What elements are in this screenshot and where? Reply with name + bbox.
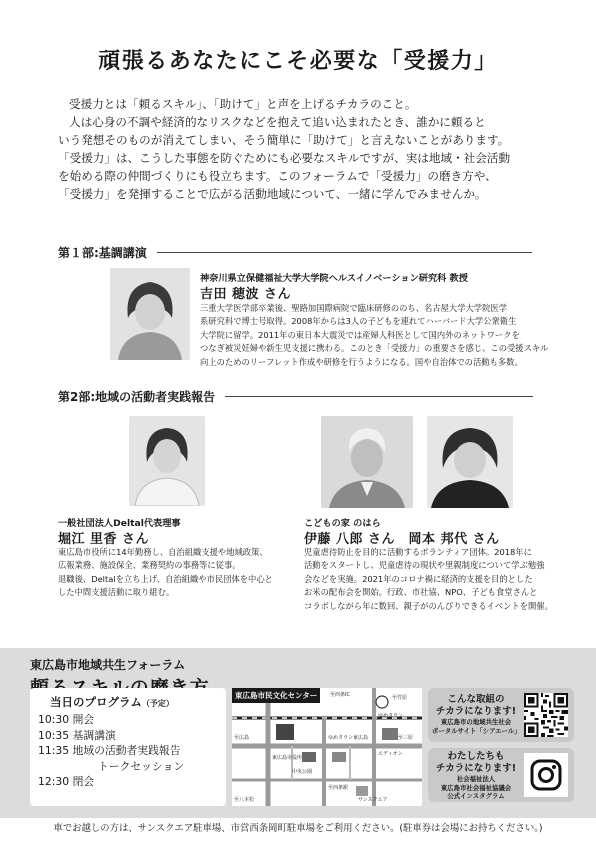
program-time: 12:30	[38, 775, 70, 788]
bio-line: 活動をスタートし、児童虐待の現状や里親制度について学ぶ勉強	[304, 560, 545, 571]
qr-code-icon[interactable]	[524, 693, 568, 737]
speaker-name: 吉田 穂波 さん	[200, 287, 292, 302]
person-portrait-icon	[321, 416, 413, 508]
bio-line: 会などを実施。2021年のコロナ禍に経済的支援を目的とした	[304, 573, 533, 584]
bio-line: つなぎ被災妊婦や新生児支援に携わる。このとき「受援力」の重要さを感じ、この受援スキル	[200, 343, 549, 354]
program-box	[30, 688, 226, 806]
divider	[225, 396, 533, 397]
program-heading-note: （予定）	[141, 699, 174, 708]
speaker-affiliation: 神奈川県立保健福祉大学大学院ヘルスイノベーション研究科 教授	[200, 273, 468, 284]
program-label: 基調講演	[72, 728, 116, 742]
map-label: 至広島	[234, 735, 250, 741]
bio-line: コラボしながら年に数回、親子がのんびりできるイベントを開催。	[304, 600, 553, 611]
map-venue-label: 東広島市民文化センター	[232, 688, 320, 703]
speaker-photo-yoshida	[110, 268, 190, 360]
promo-subtext: 東広島市の地域共生社会	[440, 718, 512, 726]
map-graphic	[232, 688, 422, 806]
map-label: 至三原	[398, 735, 414, 741]
instagram-icon[interactable]	[524, 753, 568, 797]
intro-line: 人は心身の不調や経済的なリスクなどを抱えて追い込まれたとき、誰かに頼ると	[69, 115, 486, 129]
program-heading-text: 当日のプログラム	[50, 695, 142, 709]
program-label: 開会	[72, 713, 95, 726]
program-heading	[50, 694, 218, 710]
access-map	[232, 688, 422, 806]
speaker-bio	[200, 302, 548, 369]
promo-text	[432, 694, 520, 735]
person-portrait-icon	[110, 268, 190, 360]
bio-line: 東広島市役所に14年勤務し、自治組織支援や地域政策、	[58, 547, 268, 557]
part1-heading-text: 第１部:基調講演	[58, 246, 147, 260]
bio-line: 系研究科で博士号取得。2008年からは3人の子どもを連れてハーバード大学公衆衛生	[200, 316, 517, 327]
speaker-affiliation: 一般社団法人Deltal代表理事	[58, 518, 181, 529]
promo-portal	[428, 688, 574, 742]
program-row	[38, 774, 218, 790]
part2-heading-text: 第2部:地域の活動者実践報告	[58, 390, 216, 404]
person-portrait-icon	[427, 416, 513, 508]
map-label: サンスクエア	[358, 797, 388, 803]
promo-instagram	[428, 748, 574, 802]
forum-subtitle: 東広島市地域共生フォーラム	[30, 658, 186, 672]
program-label: 地域の活動者実践報告	[72, 744, 181, 757]
speaker-bio	[58, 546, 273, 600]
intro-line: いう発想そのものが消えてしまい、そう簡単に「助けて」と言えないことがあります。	[58, 133, 510, 147]
intro-line: 「受援力」は、こうした事態を防ぐためにも必要なスキルですが、実は地域・社会活動	[58, 151, 511, 165]
speaker-photo-horie	[129, 416, 205, 506]
map-label: 東広島市役所	[272, 755, 303, 761]
program-time: 11:35	[38, 744, 70, 757]
promo-heading: チカラになります!	[435, 706, 517, 717]
page-title: 頑張るあなたにこそ必要な「受援力」	[98, 49, 498, 74]
program-label: 閉会	[72, 775, 95, 788]
parking-note: 車でお越しの方は、サンスクエア駐車場、市営西条岡町駐車場をご利用ください。(駐車券は会場にお持ちください。)	[53, 823, 543, 834]
promo-subtext: 東広島市社会福祉協議会	[440, 783, 512, 792]
promo-subtext: 公式インスタグラム	[447, 792, 505, 800]
program-time: 10:30	[38, 713, 70, 726]
speaker-name: 伊藤 八郎 さん 岡本 邦代 さん	[304, 532, 500, 547]
map-label: ゆめタウン東広島	[328, 735, 369, 741]
map-label: エディオン	[378, 751, 403, 757]
program-row	[38, 728, 218, 744]
map-label: 至八本松	[234, 797, 255, 803]
map-label: 中央公園	[292, 769, 313, 775]
promo-heading: こんな取組の	[447, 694, 505, 705]
program-label: トークセッション	[98, 759, 185, 773]
bio-line: 児童虐待防止を目的に活動するボランティア団体。2018年に	[304, 547, 532, 557]
map-label: 至竹原	[392, 695, 408, 701]
group-bio	[304, 546, 553, 613]
map-label: ゆめタウン	[378, 713, 404, 719]
map-label: 至西条駅	[328, 785, 349, 791]
bio-line: 広報業務、施設保全、業務契約の事務等に従事。	[58, 560, 241, 571]
speaker-photo-ito	[321, 416, 413, 508]
program-time: 10:35	[38, 728, 70, 742]
promo-heading: わたしたちも	[447, 751, 505, 762]
bio-line: 三重大学医学部卒業後、聖路加国際病院で臨床研修ののち、名古屋大学大学院医学	[200, 303, 507, 313]
group-affiliation: こどもの家 のはら	[304, 518, 381, 529]
program-row	[38, 759, 218, 775]
speaker-photo-okamoto	[427, 416, 513, 508]
map-label: 至西条IC	[330, 692, 350, 698]
part1-heading	[58, 244, 532, 261]
bio-line: お米の配布会を開始。行政、市社協、NPO、子ども食堂さんと	[304, 587, 538, 598]
intro-line: 「受援力」を発揮することで広がる活動地域について、一緒に学んでみませんか。	[58, 187, 487, 201]
bio-line: 大学院に留学。2011年の東日本大震災では産婦人科医として国内外のネットワークを	[200, 329, 520, 340]
promo-heading: チカラになります!	[435, 763, 517, 774]
bio-line: 退職後、Deltalを立ち上げ、自治組織や市民団体を中心と	[58, 573, 273, 584]
bio-line: した中間支援活動に取り組む。	[58, 587, 175, 598]
divider	[157, 252, 532, 253]
part2-heading	[58, 388, 533, 405]
promo-subtext: 社会福祉法人	[456, 775, 496, 783]
bio-line: 向上のためのリーフレット作成や研修を行うようになる。国や自治体での活動も多数。	[200, 356, 523, 367]
promo-subtext: ポータルサイト「シアエール」	[432, 726, 521, 735]
intro-text	[58, 95, 558, 203]
program-row	[38, 743, 218, 759]
person-portrait-icon	[129, 416, 205, 506]
speaker-name: 堀江 里香 さん	[58, 532, 150, 547]
program-row	[38, 712, 218, 728]
intro-line: 受援力とは「頼るスキル」、「助けて」と声を上げるチカラのこと。	[69, 97, 417, 111]
intro-line: を始める際の仲間づくりにも役立ちます。このフォーラムで「受援力」の磨き方や、	[58, 169, 497, 183]
promo-text	[432, 751, 520, 801]
